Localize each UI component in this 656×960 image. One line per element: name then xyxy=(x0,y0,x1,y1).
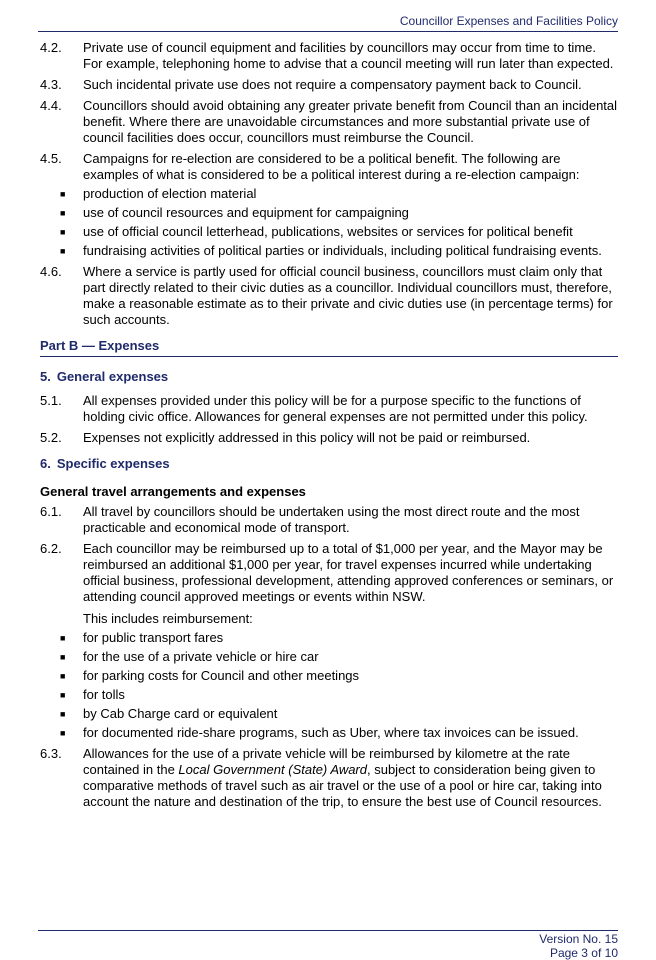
bullet-icon: ■ xyxy=(60,728,66,738)
bullet-icon: ■ xyxy=(60,690,66,700)
clause-4-6 xyxy=(40,264,618,328)
section-6-heading xyxy=(40,456,618,472)
section-5-heading xyxy=(40,369,618,385)
clause-text: Campaigns for re-election are considered to be a political benefit. The following are examples of what is considered to be a political interest during a re-election campaign: xyxy=(83,151,580,182)
clause-number: 5.2. xyxy=(40,430,62,445)
clause-number: 4.2. xyxy=(40,40,62,55)
bullet-icon: ■ xyxy=(60,671,66,681)
document-title: Councillor Expenses and Facilities Policy xyxy=(399,14,618,28)
list-item: ■ use of official council letterhead, publications, websites or services for political benefit xyxy=(60,224,573,239)
clause-number: 5.1. xyxy=(40,393,62,408)
list-item: ■ production of election material xyxy=(60,186,257,201)
clause-5-2 xyxy=(40,430,618,446)
clause-4-3 xyxy=(40,77,618,93)
clause-6-1 xyxy=(40,504,618,536)
clause-text: Where a service is partly used for official council business, councillors must claim only that part directly related to their civic duties as a councillor. Individual councillors must, therefore, make a reasonable estimate as to their private and civic duties use (in percentage terms) for such accounts. xyxy=(83,264,613,327)
clause-4-5 xyxy=(40,151,618,183)
clause-text: All travel by councillors should be undertaken using the most direct route and the most practicable and economical mode of transport. xyxy=(83,504,580,535)
clause-4-2 xyxy=(40,40,618,72)
bullet-icon: ■ xyxy=(60,189,66,199)
clause-5-1 xyxy=(40,393,618,425)
list-item: ■ for documented ride-share programs, such as Uber, where tax invoices can be issued. xyxy=(60,725,579,740)
clause-text: Private use of council equipment and facilities by councillors may occur from time to time. For example, telephoning home to advise that a council meeting will run later than expected. xyxy=(83,40,614,71)
clause-number: 6.2. xyxy=(40,541,62,556)
list-item: ■ for the use of a private vehicle or hire car xyxy=(60,649,319,664)
clause-text: Expenses not explicitly addressed in this policy will not be paid or reimbursed. xyxy=(83,430,531,445)
document-body xyxy=(40,40,618,815)
clause-number: 6.3. xyxy=(40,746,62,761)
section-title: Specific expenses xyxy=(56,456,170,471)
bullet-icon: ■ xyxy=(60,227,66,237)
bullet-icon: ■ xyxy=(60,633,66,643)
list-item: ■ fundraising activities of political parties or individuals, including political fundraising events. xyxy=(60,243,602,258)
clause-number: 4.3. xyxy=(40,77,62,92)
page-number: Page 3 of 10 xyxy=(549,946,618,960)
bullet-icon: ■ xyxy=(60,208,66,218)
clause-text: Such incidental private use does not require a compensatory payment back to Council. xyxy=(83,77,582,92)
clause-text: Allowances for the use of a private vehicle will be reimbursed by kilometre at the rate contained in the Local Government (State) Award, subject to consideration being given to comparative methods of travel such as air travel or the use of a pool or hire car, taking into account the nature and destination of the trip, to ensure the best use of Council resources. xyxy=(83,746,602,809)
list-item: ■ use of council resources and equipment for campaigning xyxy=(60,205,409,220)
clause-6-2 xyxy=(40,541,618,627)
bullet-icon: ■ xyxy=(60,246,66,256)
clause-text: Councillors should avoid obtaining any greater private benefit from Council than an incidental benefit. Where there are unavoidable circumstances and more substantial private use of council facilities does occur, councillors must reimburse the Council. xyxy=(83,98,618,145)
award-title: Local Government (State) Award xyxy=(178,762,367,777)
list-item: ■ for tolls xyxy=(60,687,125,702)
clause-4-4 xyxy=(40,98,618,146)
list-item: ■ by Cab Charge card or equivalent xyxy=(60,706,278,721)
version-number: Version No. 15 xyxy=(539,932,618,946)
travel-subheading: General travel arrangements and expenses xyxy=(40,484,306,499)
part-b-heading: Part B — Expenses xyxy=(40,338,618,357)
clause-intro: This includes reimbursement: xyxy=(83,611,253,626)
section-number: 6. xyxy=(40,456,51,471)
clause-text: Each councillor may be reimbursed up to a total of $1,000 per year, and the Mayor may be reimbursed an additional $1,000 per year, for travel expenses incurred while undertaking official business, professional development, attending approved conferences or seminars, or attending council approved meetings or events within NSW. xyxy=(83,541,614,604)
election-bullet-list xyxy=(40,186,618,259)
page-header xyxy=(38,14,618,32)
reimbursement-bullet-list xyxy=(40,630,618,741)
clause-number: 4.6. xyxy=(40,264,62,279)
bullet-icon: ■ xyxy=(60,652,66,662)
footer-divider xyxy=(38,930,618,931)
section-number: 5. xyxy=(40,369,51,384)
bullet-icon: ■ xyxy=(60,709,66,719)
list-item: ■ for public transport fares xyxy=(60,630,224,645)
clause-6-3 xyxy=(40,746,618,810)
clause-number: 4.5. xyxy=(40,151,62,166)
section-title: General expenses xyxy=(56,369,169,384)
list-item: ■ for parking costs for Council and other meetings xyxy=(60,668,360,683)
clause-number: 6.1. xyxy=(40,504,62,519)
clause-number: 4.4. xyxy=(40,98,62,113)
clause-text: All expenses provided under this policy will be for a purpose specific to the functions of holding civic office. Allowances for general expenses are not permitted under this policy. xyxy=(83,393,588,424)
